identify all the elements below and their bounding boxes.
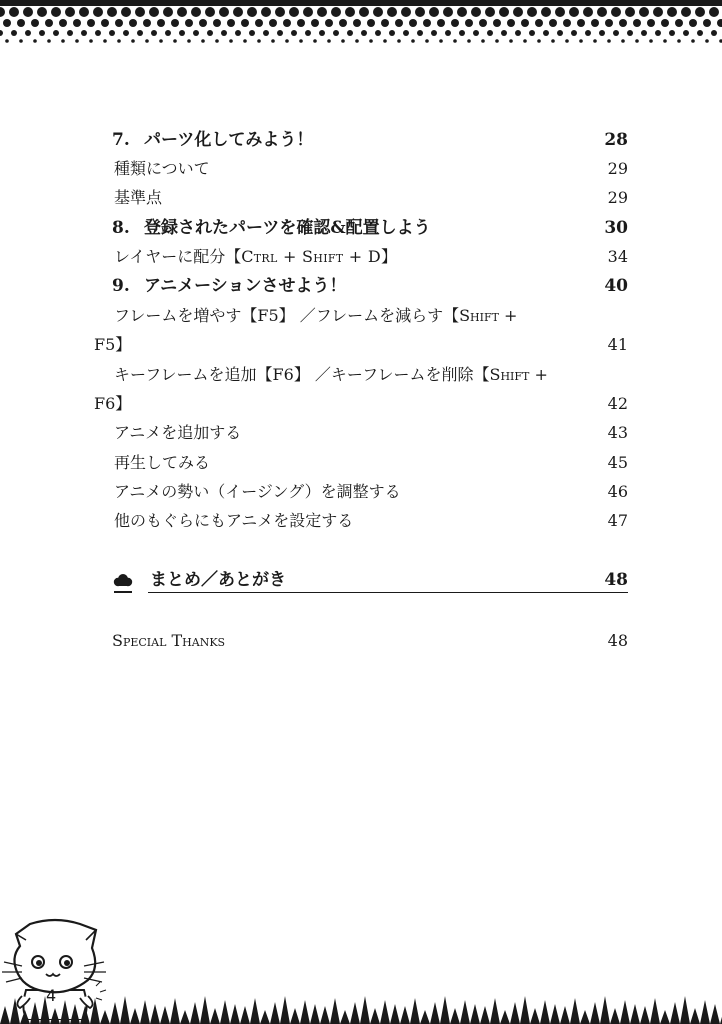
toc-special-thanks[interactable] <box>0 626 722 656</box>
toc-page-number: 29 <box>607 159 628 178</box>
toc-item-title: 再生してみる <box>114 453 211 472</box>
toc-page-number: 42 <box>607 394 628 413</box>
toc-chapter-7[interactable] <box>0 125 722 155</box>
toc-item[interactable] <box>0 183 722 213</box>
toc-item[interactable] <box>0 477 722 507</box>
toc-chapter-9-number: 9. <box>112 276 130 296</box>
toc-page-number: 28 <box>604 130 628 150</box>
toc-item-continuation[interactable] <box>0 389 722 419</box>
toc-page-number: 46 <box>607 482 628 501</box>
toc-thanks-title: Special Thanks <box>112 631 226 650</box>
toc-page-number: 34 <box>607 247 628 266</box>
toc-item-title: 基準点 <box>114 188 163 207</box>
toc-page-number: 48 <box>604 570 628 590</box>
toc-page-number: 45 <box>607 453 628 472</box>
toc-item-title: 他のもぐらにもアニメを設定する <box>114 511 354 530</box>
toc-item-title-line1: フレームを増やす【F5】 ／フレームを減らす【Shift + <box>114 306 518 325</box>
shortcut-keys: Ctrl + Shift + D <box>241 247 382 266</box>
toc-summary-title: まとめ／あとがき <box>150 570 286 590</box>
toc-item-title-line2: F5】 <box>94 335 132 354</box>
toc-page-number: 47 <box>607 511 628 530</box>
toc-page-number: 40 <box>604 276 628 296</box>
toc-page-number: 29 <box>607 188 628 207</box>
toc-item[interactable] <box>0 506 722 536</box>
toc-item-continuation[interactable] <box>0 330 722 360</box>
toc-page-number: 43 <box>607 423 628 442</box>
toc-item[interactable] <box>0 242 722 272</box>
toc-chapter-7-number: 7. <box>112 130 130 150</box>
toc-chapter-8-title: 8. 登録されたパーツを確認&配置しよう <box>112 213 431 243</box>
toc-page-number: 41 <box>607 335 628 354</box>
toc-chapter-7-title: 7. パーツ化してみよう！ <box>112 125 313 155</box>
toc-item-title: アニメを追加する <box>114 423 242 442</box>
toc-summary[interactable] <box>0 565 722 595</box>
toc-item-title: レイヤーに配分【Ctrl + Shift + D】 <box>114 247 398 266</box>
toc-chapter-8-number: 8. <box>112 218 130 238</box>
top-dot-border <box>0 0 722 44</box>
toc-chapter-9-title: 9. アニメーションさせよう！ <box>112 271 346 301</box>
toc-item[interactable] <box>0 418 722 448</box>
toc-chapter-9[interactable] <box>0 271 722 301</box>
toc-item-title: 種類について <box>114 159 210 178</box>
toc-page-number: 48 <box>607 631 628 650</box>
toc-item[interactable] <box>0 154 722 184</box>
toc-page-number: 30 <box>604 218 628 238</box>
toc-item-title: アニメの勢い（イージング）を調整する <box>114 482 401 501</box>
summary-underline <box>148 592 628 593</box>
bottom-zigzag-border <box>0 996 722 1024</box>
toc-item[interactable] <box>0 360 722 390</box>
toc-item[interactable] <box>0 301 722 331</box>
toc-item-title-line2: F6】 <box>94 394 132 413</box>
toc-item[interactable] <box>0 448 722 478</box>
toc-item-title-line1: キーフレームを追加【F6】 ／キーフレームを削除【Shift + <box>114 365 548 384</box>
toc-chapter-8[interactable] <box>0 213 722 243</box>
page-number: 4 <box>46 986 57 1005</box>
